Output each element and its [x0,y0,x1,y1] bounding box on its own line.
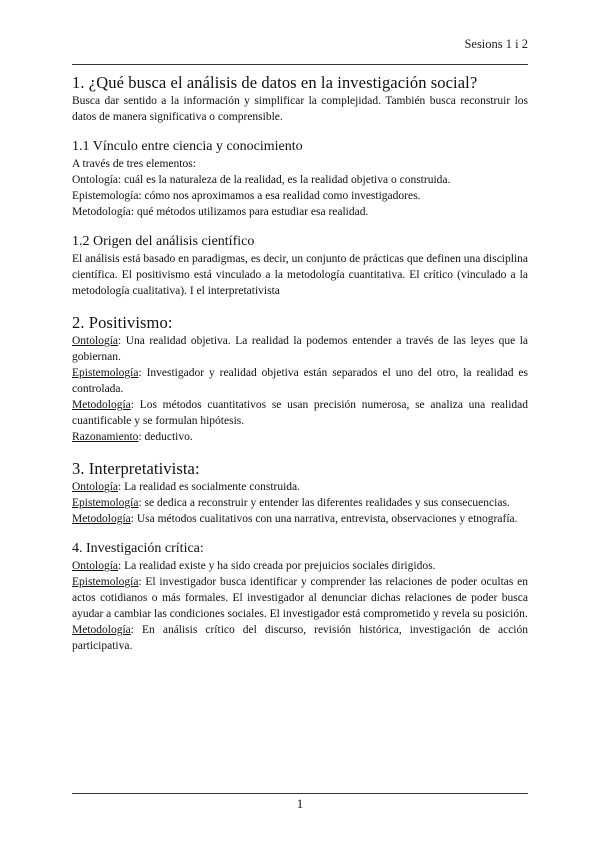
section-1-2 [72,233,528,299]
section-2-metodologia [72,397,528,429]
section-4-epistemologia [72,574,528,622]
razonamiento-label: Razonamiento [72,431,139,443]
section-1-2-paragraph: El análisis está basado en paradigmas, es decir, un conjunto de prácticas que definen una disciplina científica. El positivismo está vinculado a la metodología cuantitativa. El crítico (vinculado a la metodología cualitativa). I el interpretativista [72,253,528,297]
ontologia-label: Ontología [72,335,118,347]
page-number: 1 [296,797,304,811]
metodologia-label: Metodología [72,624,131,636]
section-2-ontologia [72,333,528,365]
metodologia-text: : En análisis crítico del discurso, revisión histórica, investigación de acción participativa. [72,624,528,652]
section-1-1-title: 1.1 Vínculo entre ciencia y conocimiento [72,139,303,154]
section-1-1-epistemologia: Epistemología: cómo nos aproximamos a esa realidad como investigadores. [72,190,421,202]
section-3-title: 3. Interpretativista: [72,459,200,478]
page-header: Sesions 1 i 2 [464,37,528,51]
ontologia-text: : Una realidad objetiva. La realidad la podemos entender a través de las leyes que la gobiernan. [72,335,528,363]
section-1-1-intro: A través de tres elementos: [72,158,196,170]
razonamiento-text: : deductivo. [138,431,193,443]
epistemologia-text: : El investigador busca identificar y comprender las relaciones de poder ocultas en actos cotidianos o más formales. El investigador al denunciar dichas relaciones de poder busca ayudar a cambiar las condiciones sociales. El investigador está comprometido y revela su posición. [72,576,528,620]
section-1-1-ontologia: Ontología: cuál es la naturaleza de la realidad, es la realidad objetiva o construida. [72,174,451,186]
footer-rule [72,793,528,794]
section-4-title: 4. Investigación crítica: [72,541,204,556]
section-4 [72,540,528,654]
section-2-epistemologia [72,365,528,397]
epistemologia-label: Epistemología [72,367,139,379]
section-3-ontologia [72,479,528,495]
metodologia-text: : Los métodos cuantitativos se usan precisión numerosa, se analiza una realidad cuantificable y se formulan hipótesis. [72,399,528,427]
epistemologia-text: : se dedica a reconstruir y entender las diferentes realidades y sus consecuencias. [138,497,510,509]
section-2-title: 2. Positivismo: [72,313,173,332]
epistemologia-label: Epistemología [72,497,139,509]
section-1-paragraph: Busca dar sentido a la información y simplificar la complejidad. También busca reconstruir los datos de manera significativa o comprensible. [72,95,528,123]
section-1 [72,72,528,125]
section-1-1-metodologia: Metodología: qué métodos utilizamos para estudiar esa realidad. [72,206,369,218]
ontologia-text: : La realidad existe y ha sido creada por prejuicios sociales dirigidos. [118,560,436,572]
page-content [72,72,528,654]
section-4-metodologia [72,622,528,654]
section-3-metodologia [72,511,528,527]
header-rule [72,64,528,65]
section-2 [72,312,528,445]
section-1-title: 1. ¿Qué busca el análisis de datos en la investigación social? [72,73,478,92]
metodologia-label: Metodología [72,513,131,525]
metodologia-label: Metodología [72,399,131,411]
ontologia-label: Ontología [72,481,118,493]
epistemologia-text: : Investigador y realidad objetiva están separados el uno del otro, la realidad es controlada. [72,367,528,395]
section-2-razonamiento [72,429,528,445]
section-3-epistemologia [72,495,528,511]
ontologia-label: Ontología [72,560,118,572]
metodologia-text: : Usa métodos cualitativos con una narrativa, entrevista, observaciones y etnografía. [130,513,518,525]
section-1-1 [72,138,528,220]
section-3 [72,458,528,527]
section-1-2-title: 1.2 Origen del análisis científico [72,234,255,249]
section-4-ontologia [72,558,528,574]
ontologia-text: : La realidad es socialmente construida. [118,481,301,493]
epistemologia-label: Epistemología [72,576,139,588]
